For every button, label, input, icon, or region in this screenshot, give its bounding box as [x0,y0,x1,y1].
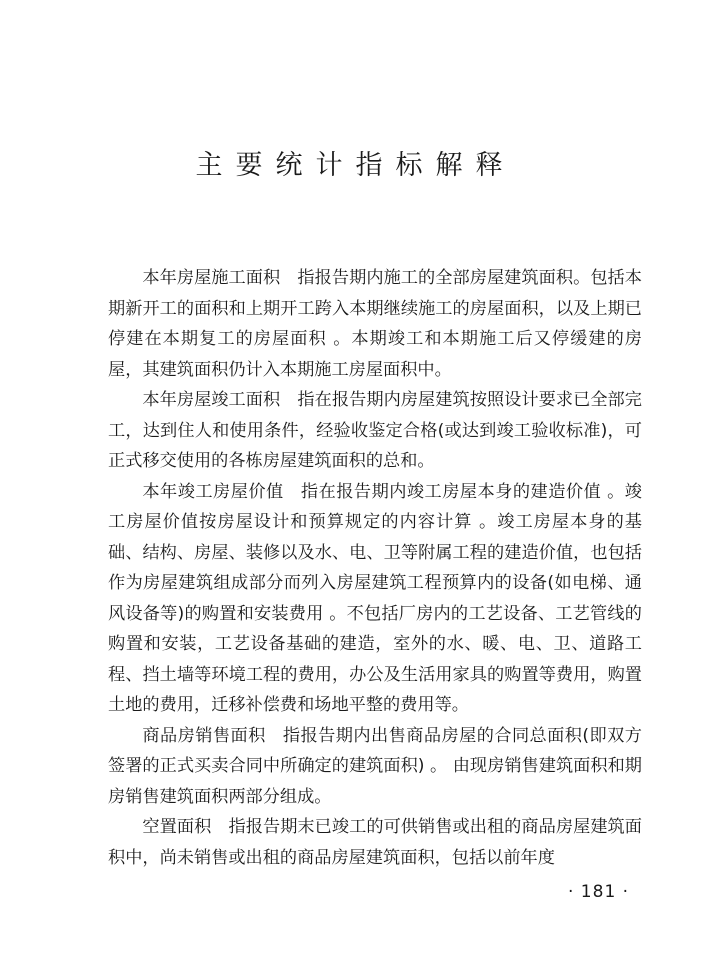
term-definition: 指报告期末已竣工的可供销售或出租的商品房屋建筑面积中，尚未销售或出租的商品房屋建筑面积，包括以前年度 [108,817,642,868]
paragraph-completed-area [108,385,642,477]
term-definition: 指在报告期内房屋建筑按照设计要求已全部完工，达到住人和使用条件，经验收鉴定合格(或达到竣工验收标准)，可正式移交使用的各栋房屋建筑面积的总和。 [108,390,642,471]
term-definition: 指报告期内施工的全部房屋建筑面积。包括本期新开工的面积和上期开工跨入本期继续施工的房屋面积，以及上期已停建在本期复工的房屋面积 。本期竣工和本期施工后又停缓建的房屋，其建筑面积仍计入本期施工房屋面积中。 [108,268,642,380]
paragraph-construction-area [108,263,642,385]
term-definition: 指在报告期内竣工房屋本身的建造价值 。竣工房屋价值按房屋设计和预算规定的内容计算 。竣工房屋本身的基础、结构、房屋、装修以及水、电、卫等附属工程的建造价值，也包括作为房屋建筑组成部分而列入房屋建筑工程预算内的设备(如电梯、通风设备等)的购置和安装费用 。不包括厂房内的工艺设备、工艺管线的购置和安装，工艺设备基础的建造，室外的水、暖、电、卫、道路工程、挡土墙等环境工程的费用，办公及生活用家具的购置等费用，购置土地的费用，迁移补偿费和场地平整的费用等。 [108,481,642,715]
body-text [108,263,642,873]
paragraph-vacant-area [108,812,642,873]
term-label: 商品房销售面积 [142,725,266,746]
term-label: 本年房屋施工面积 [142,268,281,288]
paragraph-sales-area [108,721,642,813]
page-title: 主要统计指标解释 [195,150,516,181]
term-label: 本年房屋竣工面积 [142,390,281,410]
term-label: 空置面积 [142,817,212,837]
page-number: · 181 · [568,882,630,902]
term-label: 本年竣工房屋价值 [142,481,284,502]
term-definition: 指报告期内出售商品房屋的合同总面积(即双方签署的正式买卖合同中所确定的建筑面积) 。 由现房销售建筑面积和期房销售建筑面积两部分组成。 [108,725,642,807]
paragraph-completed-value [108,477,642,721]
